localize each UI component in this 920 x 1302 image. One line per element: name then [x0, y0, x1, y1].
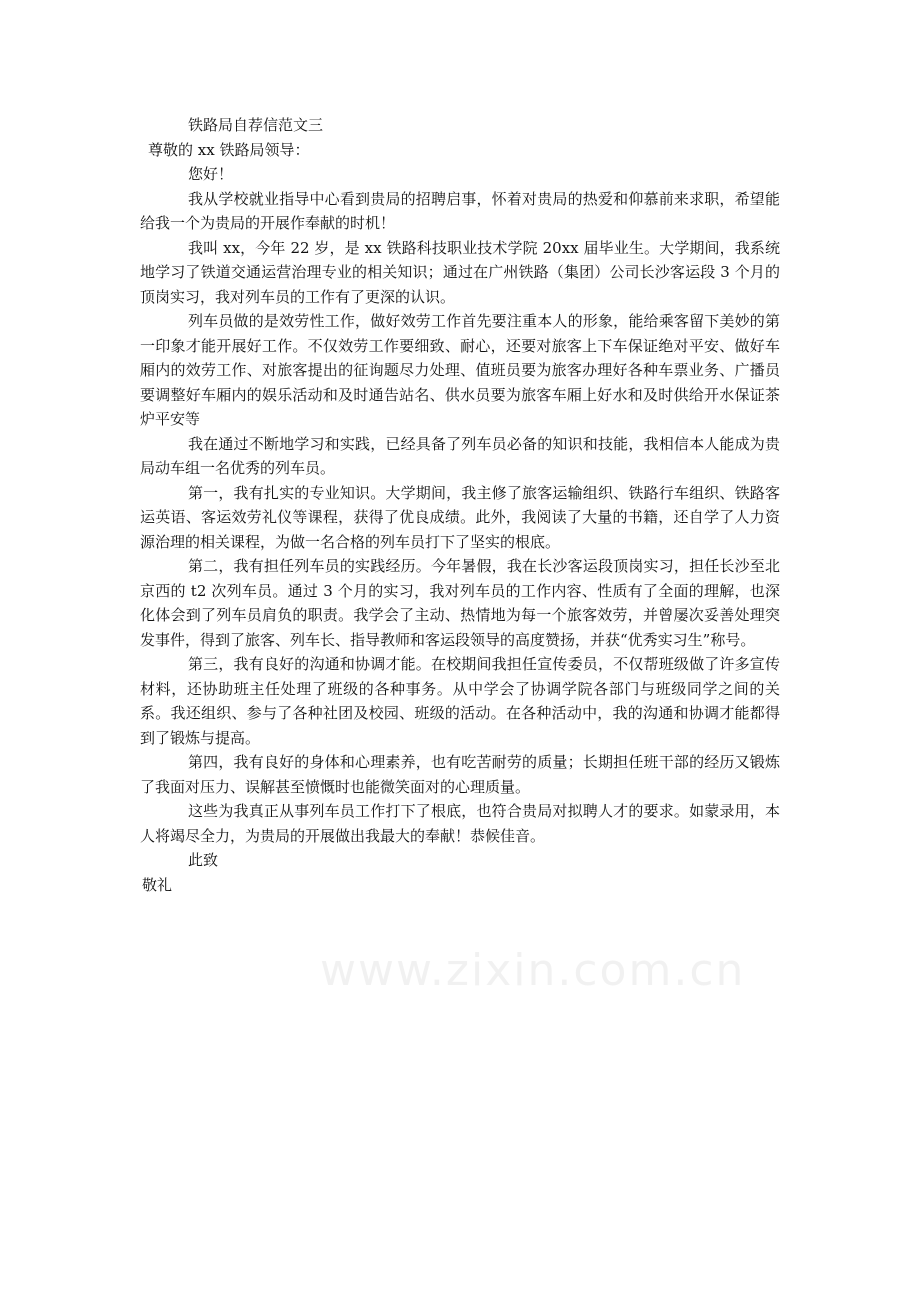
letter-title: 铁路局自荐信范文三: [188, 116, 324, 134]
paragraph-background: 我叫 xx，今年 22 岁，是 xx 铁路科技职业技术学院 20xx 届毕业生。大学期间，我系统地学习了铁道交通运营治理专业的相关知识；通过在广州铁路（集团）公司长沙客运段 3 个月的顶岗实习，我对列车员的工作有了更深的认识。: [140, 238, 780, 306]
paragraph-conclusion: 这些为我真正从事列车员工作打下了根底，也符合贵局对拟聘人才的要求。如蒙录用，本人将竭尽全力，为贵局的开展做出我最大的奉献！恭候佳音。: [140, 802, 780, 845]
paragraph-qualification: 我在通过不断地学习和实践，已经具备了列车员必备的知识和技能，我相信本人能成为贵局动车组一名优秀的列车员。: [140, 434, 780, 477]
paragraph-third-point: 第三，我有良好的沟通和协调才能。在校期间我担任宣传委员，不仅帮班级做了许多宣传材料，还协助班主任处理了班级的各种事务。从中学会了协调学院各部门与班级同学之间的关系。我还组织、参与了各种社团及校园、班级的活动。在各种活动中，我的沟通和协调才能都得到了锻炼与提高。: [140, 655, 780, 747]
salutation: 尊敬的 xx 铁路局领导：: [148, 140, 310, 159]
paragraph-first-point: 第一，我有扎实的专业知识。大学期间，我主修了旅客运输组织、铁路行车组织、铁路客运英语、客运效劳礼仪等课程，获得了优良成绩。此外，我阅读了大量的书籍，还自学了人力资源治理的相关课程，为做一名合格的列车员打下了坚实的根底。: [140, 483, 780, 551]
paragraph-job-description: 列车员做的是效劳性工作，做好效劳工作首先要注重本人的形象，能给乘客留下美妙的第一印象才能开展好工作。不仅效劳工作要细致、耐心，还要对旅客上下车保证绝对平安、做好车厢内的效劳工作、对旅客提出的征询题尽力处理、值班员要为旅客办理好各种车票业务、广播员要调整好车厢内的娱乐活动和及时通告站名、供水员要为旅客车厢上好水和及时供给开水保证茶炉平安等: [140, 312, 780, 428]
paragraph-second-point: 第二，我有担任列车员的实践经历。今年暑假，我在长沙客运段顶岗实习，担任长沙至北京西的 t2 次列车员。通过 3 个月的实习，我对列车员的工作内容、性质有了全面的理解，也深化体会到了列车员肩负的职责。我学会了主动、热情地为每一个旅客效劳，并曾屡次妥善处理突发事件，得到了旅客、列车长、指导教师和客运段领导的高度赞扬，并获“优秀实习生”称号。: [140, 557, 780, 649]
paragraph-fourth-point: 第四，我有良好的身体和心理素养，也有吃苦耐劳的质量；长期担任班干部的经历又锻炼了我面对压力、误解甚至愤慨时也能微笑面对的心理质量。: [140, 753, 780, 796]
closing: 此致: [188, 851, 219, 869]
paragraph-intro: 我从学校就业指导中心看到贵局的招聘启事，怀着对贵局的热爱和仰慕前来求职，希望能给我一个为贵局的开展作奉献的时机！: [140, 189, 780, 232]
regards: 敬礼: [142, 875, 173, 894]
letter-body: [140, 113, 780, 897]
greeting: 您好！: [188, 165, 234, 183]
watermark: www.zixin.com.cn: [320, 945, 746, 996]
